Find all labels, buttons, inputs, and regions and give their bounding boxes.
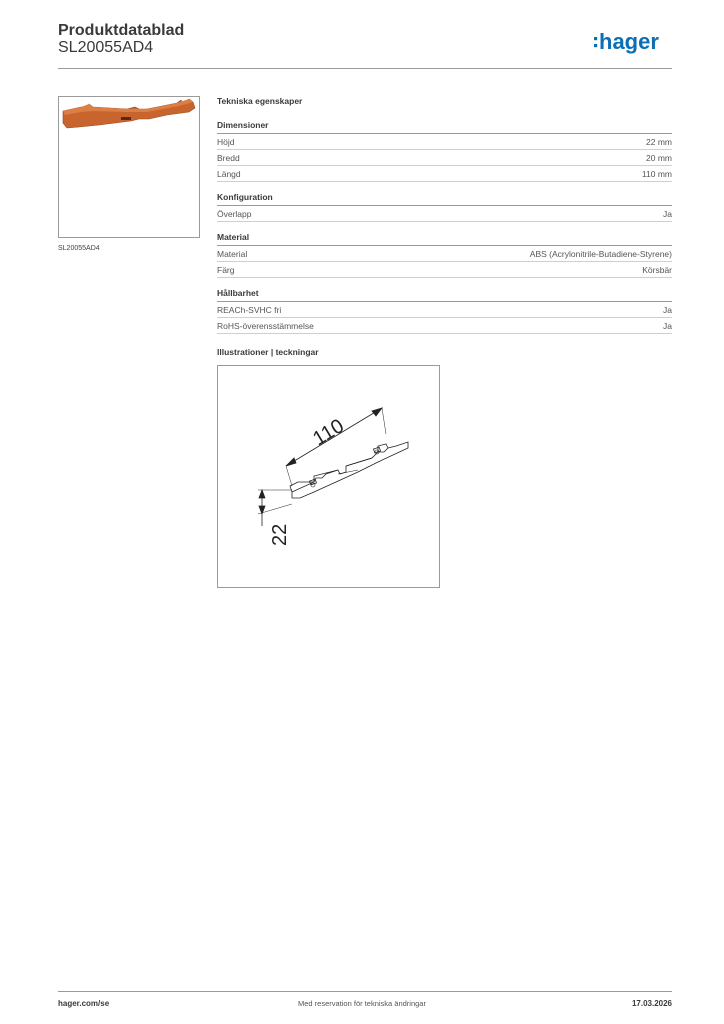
page-title: Produktdatablad xyxy=(58,22,185,39)
article-number: SL20055AD4 xyxy=(58,39,154,56)
spec-group-title: Material xyxy=(217,232,672,246)
spec-row xyxy=(217,150,672,166)
spec-value: 22 mm xyxy=(646,137,672,147)
spec-value: 20 mm xyxy=(646,153,672,163)
spec-group-material xyxy=(217,232,672,278)
height-dimension-label: 22 xyxy=(269,523,291,546)
height-arrow-bottom xyxy=(259,506,265,514)
specs-title: Tekniska egenskaper xyxy=(217,96,303,106)
brand-wordmark: hager xyxy=(599,29,659,54)
illustrations-title: Illustrationer | teckningar xyxy=(217,347,319,357)
product-image xyxy=(58,96,200,238)
spec-label: Bredd xyxy=(217,153,240,163)
spec-row xyxy=(217,246,672,262)
spec-label: Längd xyxy=(217,169,241,179)
header-divider xyxy=(58,68,672,69)
spec-value: Ja xyxy=(663,305,672,315)
spec-label: Färg xyxy=(217,265,235,275)
footer-note: Med reservation för tekniska ändringar xyxy=(298,999,426,1008)
spec-row xyxy=(217,318,672,334)
spec-value: Ja xyxy=(663,321,672,331)
technical-drawing xyxy=(217,365,440,588)
spec-value: ABS (Acrylonitrile-Butadiene-Styrene) xyxy=(529,249,672,259)
product-photo xyxy=(59,97,199,237)
technical-specs xyxy=(217,96,672,344)
spec-row xyxy=(217,134,672,150)
spec-row xyxy=(217,206,672,222)
spec-value: Ja xyxy=(663,209,672,219)
length-arrow-end xyxy=(372,408,382,416)
length-dimension-label: 110 xyxy=(309,415,348,451)
spec-label: REACh-SVHC fri xyxy=(217,305,282,315)
spec-group-dimensions xyxy=(217,120,672,182)
spec-group-title: Konfiguration xyxy=(217,192,672,206)
spec-group-configuration xyxy=(217,192,672,222)
product-caption: SL20055AD4 xyxy=(58,245,100,252)
length-arrow-start xyxy=(286,458,296,466)
height-arrow-top xyxy=(259,490,265,498)
hager-logo xyxy=(594,28,674,56)
spec-row xyxy=(217,302,672,318)
spec-label: Material xyxy=(217,249,248,259)
spec-label: Höjd xyxy=(217,137,235,147)
spec-group-title: Dimensioner xyxy=(217,120,672,134)
spec-label: RoHS-överensstämmelse xyxy=(217,321,314,331)
spec-value: Körsbär xyxy=(642,265,672,275)
spec-label: Överlapp xyxy=(217,209,252,219)
website-link[interactable]: hager.com/se xyxy=(58,999,110,1008)
spec-row xyxy=(217,262,672,278)
spec-row xyxy=(217,166,672,182)
spec-group-sustainability xyxy=(217,288,672,334)
spec-group-title: Hållbarhet xyxy=(217,288,672,302)
dimension-drawing xyxy=(218,366,439,587)
document-date: 17.03.2026 xyxy=(631,999,672,1008)
spec-value: 110 mm xyxy=(641,169,672,179)
footer-divider xyxy=(58,991,672,992)
